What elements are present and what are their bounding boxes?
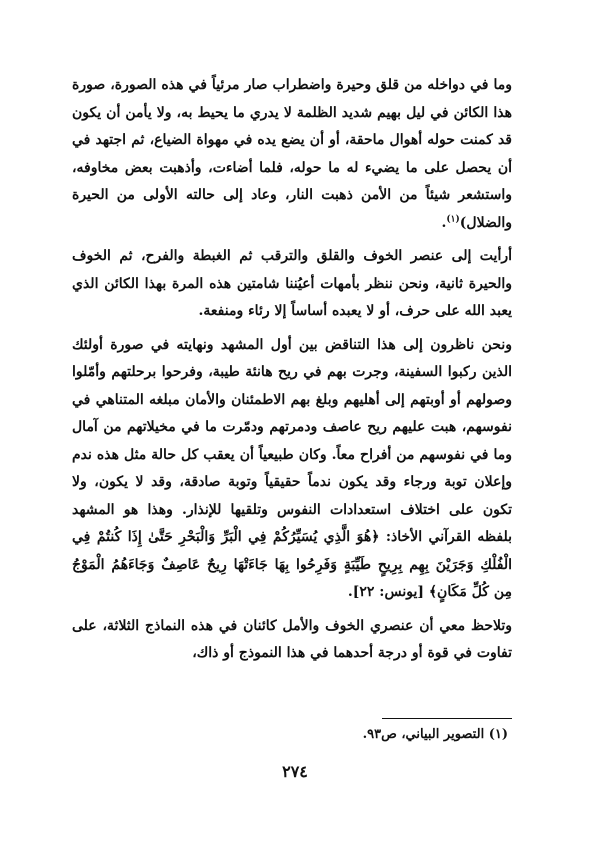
paragraph-1-text: وما في دواخله من قلق وحيرة واضطراب صار مرئياً في هذه الصورة، صورة هذا الكائن في ليل بهيم شديد الظلمة لا يدري ما يحيط به، ولا يأمن أن يكون قد كمنت حوله أهوال ماحقة، أو أن يضع يده في مهواة الضياع، ثم اجتهد في أن يحصل على ما يضيء له ما حوله، فلما أضاءت، وأذهبت بعض مخاوفه، واستشعر شيئاً من الأمن ذهبت النار، وعاد إلى حالته الأولى من الحيرة والضلال): [72, 77, 512, 231]
paragraph-2: [72, 243, 512, 326]
quran-verse: ﴿هُوَ الَّذِي يُسَيِّرُكُمْ فِي الْبَرِّ وَالْبَحْرِ حَتَّىٰ إِذَا كُنتُمْ فِي الْفُلْكِ وَجَرَيْنَ بِهِم بِرِيحٍ طَيِّبَةٍ وَفَرِحُوا بِهَا جَاءَتْهَا رِيحٌ عَاصِفٌ وَجَاءَهُمُ الْمَوْجُ مِن كُلِّ مَكَانٍ﴾: [72, 529, 512, 600]
paragraph-4: [72, 613, 512, 668]
paragraph-4-text: وتلاحظ معي أن عنصري الخوف والأمل كائنان في هذه النماذج الثلاثة، على تفاوت في قوة أو درجة أحدهما في هذا النموذج أو ذاك،: [72, 617, 512, 661]
paragraph-1-tail: .: [441, 214, 447, 231]
paragraph-1: [72, 72, 512, 237]
paragraph-2-text: أرأيت إلى عنصر الخوف والقلق والترقب ثم الغبطة والفرح، ثم الخوف والحيرة ثانية، ونحن ننظر بأمهات أعيُننا شامتين هذه المرة بهذا الكائن الذي يعبد الله على حرف، أو لا يعبده أساساً إلا رئاء ومنفعة.: [72, 248, 512, 319]
footnote-reference[interactable]: (١): [446, 213, 460, 224]
paragraph-3: [72, 332, 512, 607]
page-body: [72, 72, 512, 674]
footnote-divider: [382, 718, 512, 719]
page-number: ٢٧٤: [282, 762, 308, 781]
verse-citation: [يونس: ٢٢].: [347, 584, 424, 600]
footnote: (١) التصوير البياني، ص٩٣.: [362, 727, 508, 742]
paragraph-3-text: ونحن ناظرون إلى هذا التناقض بين أول المشهد ونهايته في صورة أولئك الذين ركبوا السفينة، وجرت بهم في ريح هانئة طيبة، وفرحوا برحلتهم وأمّلوا وصولهم أو أوبتهم إلى أهليهم وبلغ بهم الاطمئنان والأمان مبلغه المتناهي في نفوسهم، هبت عليهم ريح عاصف ودمرتهم ودمّرت ما في مخيلاتهم من آمال وما في نفوسهم من أفراح معاً. وكان طبيعياً أن يعقب كل حالة مثل هذه ندم وإعلان توبة ورجاء وقد يكون ندماً حقيقياً وتوبة صادقة، وقد لا يكون، ولا تكون على اختلاف استعدادات النفوس وتلقيها للإنذار. وهذا هو المشهد بلفظه القرآني الأخاذ:: [72, 336, 513, 545]
